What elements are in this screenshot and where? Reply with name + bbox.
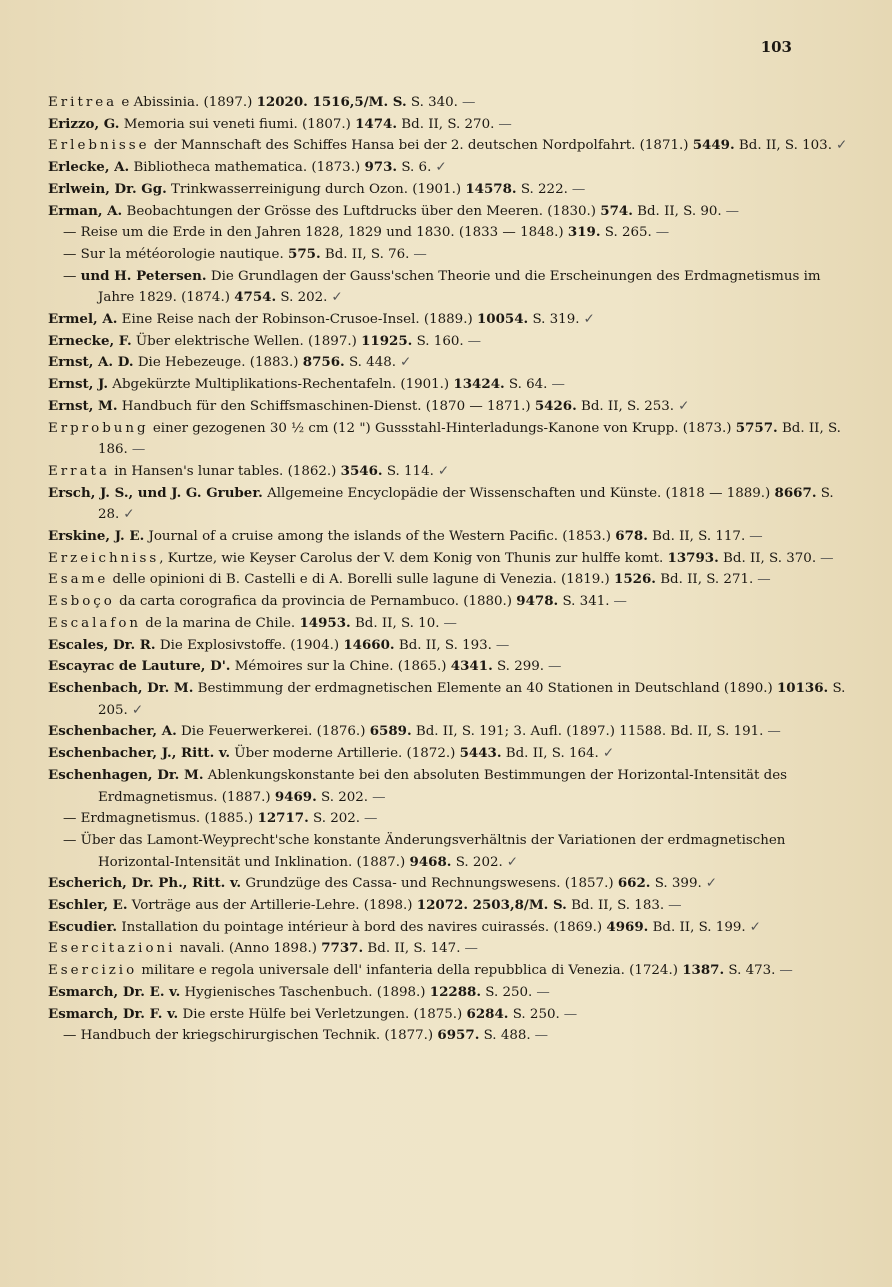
entry-head: Esercizio — [48, 963, 138, 979]
entry-head: Erzeichniss — [48, 550, 160, 566]
entry-num: 13793. — [667, 549, 719, 566]
catalog-entry — [48, 591, 848, 613]
entry-num: 5757. — [735, 419, 778, 436]
entry-text: Beobachtungen der Grösse des Luftdrucks über den Meeren. (1830.) — [122, 203, 601, 219]
entry-num: 319. — [567, 224, 601, 241]
entry-num: 3546. — [340, 462, 383, 479]
entry-num: 5443. — [459, 745, 502, 762]
entry-head: Escalafon — [48, 615, 142, 631]
entry-mark: ✓ — [123, 507, 135, 523]
entry-text: Journal of a cruise among the islands of the Western Pacific. (1853.) — [144, 529, 616, 545]
entry-text: Über das Lamont-Weyprecht'sche konstante Änderungsverhältnis der Variationen der erdmagnetischen Horizontal-Intensität und Inklination. (1887.) — [80, 832, 786, 870]
entry-mark: — — [467, 333, 481, 349]
entry-num: 4341. — [450, 658, 493, 675]
entry-rest: S. 319. — [528, 312, 580, 328]
entry-text: Installation du pointage intérieur à bord des navires cuirassés. (1869.) — [117, 919, 607, 935]
entry-num: 5426. — [534, 397, 577, 414]
catalog-entry — [48, 635, 848, 657]
entry-num: 12717. — [257, 810, 309, 827]
entry-mark: ✓ — [506, 854, 518, 870]
entry-text: Abgekürzte Multiplikations-Rechentafeln. (1901.) — [108, 377, 454, 393]
entry-rest: S. 399. — [650, 876, 702, 892]
catalog-entry — [48, 418, 848, 461]
entry-rest: Bd. II, S. 271. — [655, 572, 754, 588]
entry-rest: Bd. II, S. 253. — [576, 398, 675, 414]
entry-mark: — — [668, 898, 682, 914]
entry-mark: — — [498, 116, 512, 132]
entry-num: 662. — [617, 875, 651, 892]
catalog-entry — [48, 135, 848, 157]
entry-rest: Bd. II, S. 90. — [632, 203, 722, 219]
entry-num: 6284. — [466, 1005, 509, 1022]
entry-rest: S. 6. — [397, 160, 432, 176]
entry-mark: — — [364, 811, 378, 827]
entry-num: 4969. — [606, 918, 649, 935]
entry-text: Die erste Hülfe bei Verletzungen. (1875.) — [178, 1006, 467, 1022]
entry-rest: S. 202. — [451, 854, 503, 870]
entry-text: Bibliotheca mathematica. (1873.) — [129, 160, 365, 176]
entry-num: 13424. — [453, 376, 505, 393]
entry-text: Trinkwasserreinigung durch Ozon. (1901.) — [166, 181, 466, 197]
entry-mark: — — [536, 984, 550, 1000]
catalog-entry — [48, 656, 848, 678]
entry-head: Eschenbach, Dr. M. — [48, 679, 194, 696]
catalog-entry — [48, 895, 848, 917]
entry-rest: S. 64. — [504, 377, 548, 393]
entry-head: Eschenhagen, Dr. M. — [48, 766, 204, 783]
entry-text: Die Explosivstoffe. (1904.) — [155, 637, 344, 653]
entry-num: 11925. — [361, 332, 413, 349]
entry-head: Escayrac de Lauture, D'. — [48, 658, 231, 675]
entry-num: 973. — [364, 159, 398, 176]
entry-mark: ✓ — [435, 160, 447, 176]
entry-mark: — — [655, 225, 670, 241]
entry-rest: S. 250. — [508, 1006, 560, 1022]
entry-mark: ✓ — [835, 138, 848, 154]
entry-head: Ernst, A. D. — [48, 354, 134, 371]
entry-mark: ✓ — [678, 398, 690, 414]
entry-text: Mémoires sur la Chine. (1865.) — [230, 659, 451, 675]
entry-num: 1526. — [614, 571, 656, 588]
catalog-entry — [48, 917, 848, 939]
entry-rest: Bd. II, S. 147. — [363, 941, 461, 957]
entry-mark: ✓ — [437, 463, 450, 479]
entry-mark: — — [443, 615, 457, 631]
entry-mark: ✓ — [749, 919, 761, 935]
entry-num: 9478. — [516, 593, 559, 610]
entry-num: 14578. — [465, 180, 517, 197]
entry-text: , Kurtze, wie Keyser Carolus der V. dem Konig von Thunis zur hulffe komt. — [159, 550, 668, 566]
entry-num: 9468. — [409, 853, 452, 870]
entry-text: einer gezogenen 30 ½ cm (12 ") Gussstahl-Hinterladungs-Kanone von Krupp. (1873.) — [148, 420, 736, 436]
entry-head: Ermel, A. — [48, 311, 118, 328]
entry-text: Bestimmung der erdmagnetischen Elemente an 40 Stationen in Deutschland (1890.) — [193, 680, 777, 696]
entry-mark: ✓ — [602, 746, 615, 762]
entry-rest: Bd. II, S. 183. — [566, 898, 665, 914]
catalog-entry — [48, 526, 848, 548]
catalog-entry — [48, 721, 848, 743]
entry-rest: S. 202. — [308, 811, 361, 827]
entry-num: 575. — [288, 245, 321, 262]
entry-text: Eine Reise nach der Robinson-Crusoe-Insel. (1889.) — [117, 312, 477, 328]
catalog-entry — [48, 266, 848, 309]
entry-rest: S. 222. — [516, 181, 568, 197]
entry-rest: S. 299. — [492, 659, 545, 675]
catalog-entry — [48, 1025, 848, 1047]
entry-text: Die Grundlagen der Gauss'schen Theorie und die Erscheinungen des Erdmagnetismus im Jahre 1829. (1874.) — [98, 268, 821, 306]
entry-head: Esmarch, Dr. F. v. — [48, 1005, 179, 1022]
entry-mark: — — [613, 594, 627, 610]
entry-text: Hygienisches Taschenbuch. (1898.) — [180, 984, 430, 1000]
entry-mark: — — [725, 203, 740, 219]
entry-num: 6957. — [437, 1027, 480, 1044]
catalog-entry — [48, 352, 848, 374]
entry-rest: S. 205. — [98, 680, 846, 718]
entry-rest: Bd. II, S. 191; 3. Aufl. (1897.) 11588. Bd. II, S. 191. — [411, 724, 764, 740]
entry-num: 10054. — [476, 311, 529, 328]
entry-head: Erman, A. — [48, 202, 123, 219]
catalog-entry — [48, 201, 848, 223]
entry-text: da carta corografica da provincia de Pernambuco. (1880.) — [114, 594, 517, 610]
entry-head: Eschler, E. — [48, 897, 128, 914]
entry-num: 1474. — [355, 115, 398, 132]
entry-num: 4754. — [234, 289, 277, 306]
entry-head: Esboço — [48, 594, 115, 610]
entry-text: Handbuch für den Schiffsmaschinen-Dienst. (1870 — 1871.) — [117, 398, 535, 414]
entry-head: Erizzo, G. — [48, 115, 120, 132]
catalog-entry — [48, 960, 848, 982]
entry-head: Escudier. — [48, 918, 118, 935]
catalog-entry — [48, 461, 848, 483]
catalog-entry — [48, 873, 848, 895]
entry-rest: S. 202. — [276, 290, 328, 306]
entry-mark: — — [551, 377, 565, 393]
catalog-entries — [48, 92, 848, 1047]
catalog-entry — [48, 982, 848, 1004]
entry-text: Sur la météorologie nautique. — [80, 246, 288, 262]
entry-mark: ✓ — [705, 876, 717, 892]
catalog-entry — [48, 157, 848, 179]
entry-rest: Bd. II, S. 117. — [647, 529, 746, 545]
entry-head: Eritrea — [48, 95, 118, 110]
entry-num: 6589. — [369, 723, 412, 740]
catalog-entry — [48, 1004, 848, 1026]
entry-text: Vorträge aus der Artillerie-Lehre. (1898.) — [127, 898, 417, 914]
entry-head: Esercitazioni — [48, 941, 176, 957]
catalog-entry — [48, 678, 848, 721]
entry-head: Ersch, J. S., und J. G. Gruber. — [48, 484, 263, 501]
entry-mark: — — [372, 789, 386, 805]
catalog-entry — [48, 92, 848, 114]
entry-text: e Abissinia. (1897.) — [117, 95, 257, 110]
entry-mark: ✓ — [131, 702, 144, 718]
catalog-entry — [48, 808, 848, 830]
entry-text: Handbuch der kriegschirurgischen Technik. (1877.) — [80, 1028, 438, 1044]
entry-mark: — — [563, 1006, 578, 1022]
entry-mark: — — [131, 442, 146, 458]
catalog-entry — [48, 309, 848, 331]
catalog-entry — [48, 396, 848, 418]
catalog-entry — [48, 548, 848, 570]
page-number: 103 — [760, 38, 792, 56]
entry-rest: S. 340. — [406, 95, 458, 110]
entry-mark: — — [548, 659, 562, 675]
entry-num: 678. — [615, 528, 648, 545]
entry-rest: Bd. II, S. 10. — [350, 615, 440, 631]
entry-text: Die Feuerwerkerei. (1876.) — [176, 724, 370, 740]
entry-num: 5449. — [692, 137, 735, 154]
entry-text: de la marina de Chile. — [141, 615, 300, 631]
entry-num: 14953. — [299, 614, 351, 631]
entry-head: Ernecke, F. — [48, 332, 132, 349]
entry-head: Erlebnisse — [48, 138, 150, 154]
entry-num: 12288. — [429, 983, 482, 1000]
entry-mark: — — [757, 572, 771, 588]
entry-head: Eschenbacher, J., Ritt. v. — [48, 745, 231, 762]
entry-rest: S. 160. — [412, 333, 464, 349]
entry-num: 1387. — [682, 962, 725, 979]
entry-text: Über elektrische Wellen. (1897.) — [131, 333, 362, 349]
catalog-entry — [48, 114, 848, 136]
entry-rest: Bd. II, S. 164. — [501, 746, 599, 762]
entry-head: und H. Petersen. — [80, 267, 207, 284]
entry-head: Erlecke, A. — [48, 159, 130, 176]
entry-num: 7737. — [321, 940, 364, 957]
catalog-entry — [48, 765, 848, 808]
entry-rest: Bd. II, S. 103. — [734, 138, 832, 154]
entry-mark: ✓ — [583, 312, 595, 328]
entry-text: der Mannschaft des Schiffes Hansa bei der 2. deutschen Nordpolfahrt. (1871.) — [149, 138, 693, 154]
entry-head: Ernst, M. — [48, 397, 118, 414]
catalog-entry — [48, 830, 848, 873]
entry-num: 12072. 2503,8/M. S. — [416, 897, 567, 914]
entry-rest: Bd. II, S. 186. — [98, 420, 841, 458]
entry-text: Reise um die Erde in den Jahren 1828, 1829 und 1830. (1833 — 1848.) — [80, 225, 568, 241]
entry-rest: S. 114. — [382, 463, 434, 479]
entry-mark: — — [461, 95, 476, 110]
entry-mark: ✓ — [331, 290, 343, 306]
entry-rest: Bd. II, S. 270. — [397, 116, 495, 132]
entry-text: delle opinioni di B. Castelli e di A. Borelli sulle lagune di Venezia. (1819.) — [108, 572, 615, 588]
entry-mark: — — [464, 941, 478, 957]
entry-mark: ✓ — [400, 355, 412, 371]
entry-text: Erdmagnetismus. (1885.) — [80, 811, 258, 827]
entry-mark: — — [779, 963, 793, 979]
entry-mark: — — [820, 550, 834, 566]
entry-rest: S. 448. — [344, 355, 396, 371]
entry-text: Grundzüge des Cassa- und Rechnungswesens. (1857.) — [241, 876, 618, 892]
entry-num: 574. — [600, 202, 633, 219]
catalog-entry — [48, 331, 848, 353]
entry-mark: — — [495, 637, 510, 653]
catalog-entry — [48, 483, 848, 526]
entry-text: Die Hebezeuge. (1883.) — [133, 355, 303, 371]
entry-head: Esame — [48, 572, 109, 588]
entry-head: Erprobung — [48, 420, 149, 436]
entry-rest: S. 28. — [98, 485, 834, 523]
entry-num: 8667. — [774, 484, 817, 501]
entry-text: navali. (Anno 1898.) — [175, 941, 322, 957]
entry-head: Escales, Dr. R. — [48, 636, 156, 653]
entry-mark: — — [767, 724, 781, 740]
catalog-entry — [48, 244, 848, 266]
entry-mark: — — [413, 246, 427, 262]
entry-num: 12020. 1516,5/M. S. — [256, 94, 407, 110]
entry-head: Eschenbacher, A. — [48, 723, 177, 740]
entry-text: Ablenkungskonstante bei den absoluten Bestimmungen der Horizontal-Intensität des Erdmagnetismus. (1887.) — [98, 767, 788, 805]
entry-num: 9469. — [274, 788, 317, 805]
entry-rest: S. 488. — [479, 1028, 531, 1044]
entry-num: 14660. — [343, 636, 395, 653]
catalog-entry — [48, 743, 848, 765]
entry-rest: Bd. II, S. 199. — [648, 919, 746, 935]
entry-num: 10136. — [776, 679, 829, 696]
entry-text: Memoria sui veneti fiumi. (1807.) — [119, 116, 356, 132]
catalog-entry — [48, 938, 848, 960]
entry-head: Escherich, Dr. Ph., Ritt. v. — [48, 875, 242, 892]
entry-mark: — — [534, 1028, 549, 1044]
entry-head: Ernst, J. — [48, 376, 109, 393]
catalog-entry — [48, 222, 848, 244]
entry-rest: S. 341. — [558, 594, 610, 610]
entry-num: 8756. — [302, 354, 345, 371]
entry-head: Errata — [48, 463, 110, 479]
entry-mark: — — [571, 181, 586, 197]
catalog-entry — [48, 179, 848, 201]
entry-text: Allgemeine Encyclopädie der Wissenschaften und Künste. (1818 — 1889.) — [262, 485, 775, 501]
entry-rest: S. 473. — [724, 963, 776, 979]
catalog-entry — [48, 569, 848, 591]
entry-rest: Bd. II, S. 76. — [320, 246, 410, 262]
entry-rest: Bd. II, S. 193. — [394, 637, 492, 653]
entry-rest: Bd. II, S. 370. — [718, 550, 817, 566]
entry-head: Erskine, J. E. — [48, 528, 145, 545]
entry-mark: — — [749, 529, 763, 545]
entry-head: Esmarch, Dr. E. v. — [48, 983, 181, 1000]
entry-text: militare e regola universale dell' infanteria della repubblica di Venezia. (1724.) — [137, 963, 683, 979]
entry-rest: S. 265. — [600, 225, 652, 241]
catalog-entry — [48, 613, 848, 635]
catalog-entry — [48, 374, 848, 396]
entry-head: Erlwein, Dr. Gg. — [48, 180, 167, 197]
entry-text: in Hansen's lunar tables. (1862.) — [109, 463, 341, 479]
entry-rest: S. 250. — [481, 984, 533, 1000]
entry-rest: S. 202. — [316, 789, 369, 805]
entry-text: Über moderne Artillerie. (1872.) — [230, 746, 460, 762]
